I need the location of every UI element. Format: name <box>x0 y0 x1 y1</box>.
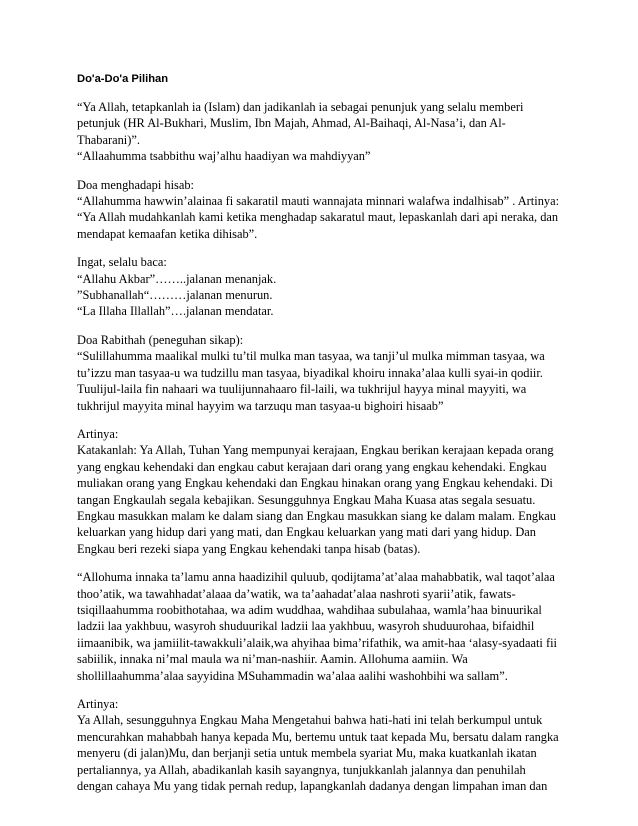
text-line: “Ya Allah mudahkanlah kami ketika menghadap sakaratul maut, lepaskanlah dari api neraka, dan <box>77 210 559 225</box>
text-line: “Allahu Akbar”……..jalanan menanjak. <box>77 271 277 286</box>
text-line: muliakan orang yang Engkau kehendaki dan Engkau hinakan orang yang Engkau kehendaki. Di <box>77 476 553 491</box>
text-line: Tuulijul-laila fin nahaari wa tuulijunnahaaro fil-laili, wa tukhrijul hayya minal mayyiti, wa <box>77 382 527 397</box>
text-line: Katakanlah: Ya Allah, Tuhan Yang mempunyai kerajaan, Engkau berikan kerajaan kepada orang <box>77 443 554 458</box>
text-line: sabiilik, innaka ni’mal maula wa ni’man-nashiir. Aamin. Allohuma aamiin. Wa <box>77 652 468 667</box>
text-line: Artinya: <box>77 426 119 441</box>
text-line: mencurahkan mahabbah hanya kepada Mu, bertemu untuk taat kepada Mu, bersatu dalam rangka <box>77 729 559 744</box>
text-line: ladzii laa yakhbuu, wasyroh shuduurikal ladzii laa yakhbuu, wasyroh shuduurohaa, bifaidhil <box>77 619 535 634</box>
paragraph <box>77 254 569 320</box>
text-line: “Allohuma innaka ta’lamu anna haadizihil quluub, qodijtama’at’alaa mahabbatik, wal taqot’alaa <box>77 570 555 585</box>
text-line: “Sulillahumma maalikal mulki tu’til mulka man tasyaa, wa tanji’ul mulka mimman tasyaa, wa <box>77 349 545 364</box>
paragraph <box>77 332 569 414</box>
text-line: pertaliannya, ya Allah, abadikanlah kasih sayangnya, tunjukkanlah jalannya dan penuhilah <box>77 762 526 777</box>
text-line: “Allahumma hawwin’alainaa fi sakaratil mauti wannajata minnari walafwa indalhisab” . Artinya: <box>77 194 560 209</box>
text-line: Thabarani)”. <box>77 132 140 147</box>
paragraph <box>77 696 569 794</box>
text-line: Engkau beri rezeki siapa yang Engkau kehendaki tanpa hisab (batas). <box>77 541 421 556</box>
text-line: yang engkau kehendaki dan engkau cabut kerajaan dari orang yang engkau kehendaki. Engkau <box>77 459 547 474</box>
text-line: tu’izzu man tasyaa-u wa tudzillu man tasyaa, biyadikal khoiru innaka’alaa kulli syai-in qodiir. <box>77 365 543 380</box>
text-line: tsiqillaahumma roobithotahaa, wa adim wuddhaa, wahdihaa subulahaa, wamla’haa binuurikal <box>77 602 542 617</box>
paragraph <box>77 99 569 165</box>
document-title: Do'a-Do'a Pilihan <box>77 73 169 85</box>
text-line: Doa menghadapi hisab: <box>77 177 194 192</box>
text-line: mendapat kemaafan ketika dihisab”. <box>77 226 258 241</box>
text-line: Engkau masukkan malam ke dalam siang dan Engkau masukkan siang ke dalam malam. Engkau <box>77 508 556 523</box>
paragraph <box>77 426 569 557</box>
text-line: Ingat, selalu baca: <box>77 255 167 270</box>
text-line: keluarkan yang hidup dari yang mati, dan Engkau keluarkan yang mati dari yang hidup. Dan <box>77 525 537 540</box>
text-line: iimaanibik, wa jamiilit-tawakkuli’alaik,wa ahyihaa bima’rifathik, wa amit-haa ‘alasy-syadaati fii <box>77 635 557 650</box>
document-paragraphs <box>77 99 569 794</box>
paragraph <box>77 569 569 684</box>
text-line: shollillaahumma’alaa sayyidina MSuhammadin wa’alaa aalihi washohbihi wa sallam”. <box>77 668 508 683</box>
text-line: dengan cahaya Mu yang tidak pernah redup, lapangkanlah dadanya dengan limpahan iman dan <box>77 779 548 794</box>
text-line: menyeru (di jalan)Mu, dan berjanji setia untuk membela syariat Mu, maka kuatkanlah ikatan <box>77 746 537 761</box>
text-line: “Ya Allah, tetapkanlah ia (Islam) dan jadikanlah ia sebagai penunjuk yang selalu memberi <box>77 100 524 114</box>
text-line: Artinya: <box>77 697 119 711</box>
text-line: tukhrijul mayyita minal hayyim wa tarzuqu man tasyaa-u bighoiri hisaab” <box>77 398 444 413</box>
text-line: “Allaahumma tsabbithu waj’alhu haadiyan wa mahdiyyan” <box>77 149 371 164</box>
text-line: thoo’atik, wa tawahhadat’alaaa da’watik, wa ta’aahadat’alaa nashroti syarii’atik, fawats- <box>77 586 516 601</box>
text-line: “La Illaha Illallah”….jalanan mendatar. <box>77 304 274 319</box>
text-line: tangan Engkaulah segala kebajikan. Sesungguhnya Engkau Maha Kuasa atas segala sesuatu. <box>77 492 536 507</box>
text-line: petunjuk (HR Al-Bukhari, Muslim, Ibn Majah, Ahmad, Al-Baihaqi, Al-Nasa’i, dan Al- <box>77 116 506 131</box>
document-body <box>77 71 569 806</box>
text-line: Ya Allah, sesungguhnya Engkau Maha Mengetahui bahwa hati-hati ini telah berkumpul untuk <box>77 713 543 728</box>
text-line: ”Subhanallah“………jalanan menurun. <box>77 288 273 303</box>
text-line: Doa Rabithah (peneguhan sikap): <box>77 332 244 347</box>
paragraph <box>77 177 569 243</box>
